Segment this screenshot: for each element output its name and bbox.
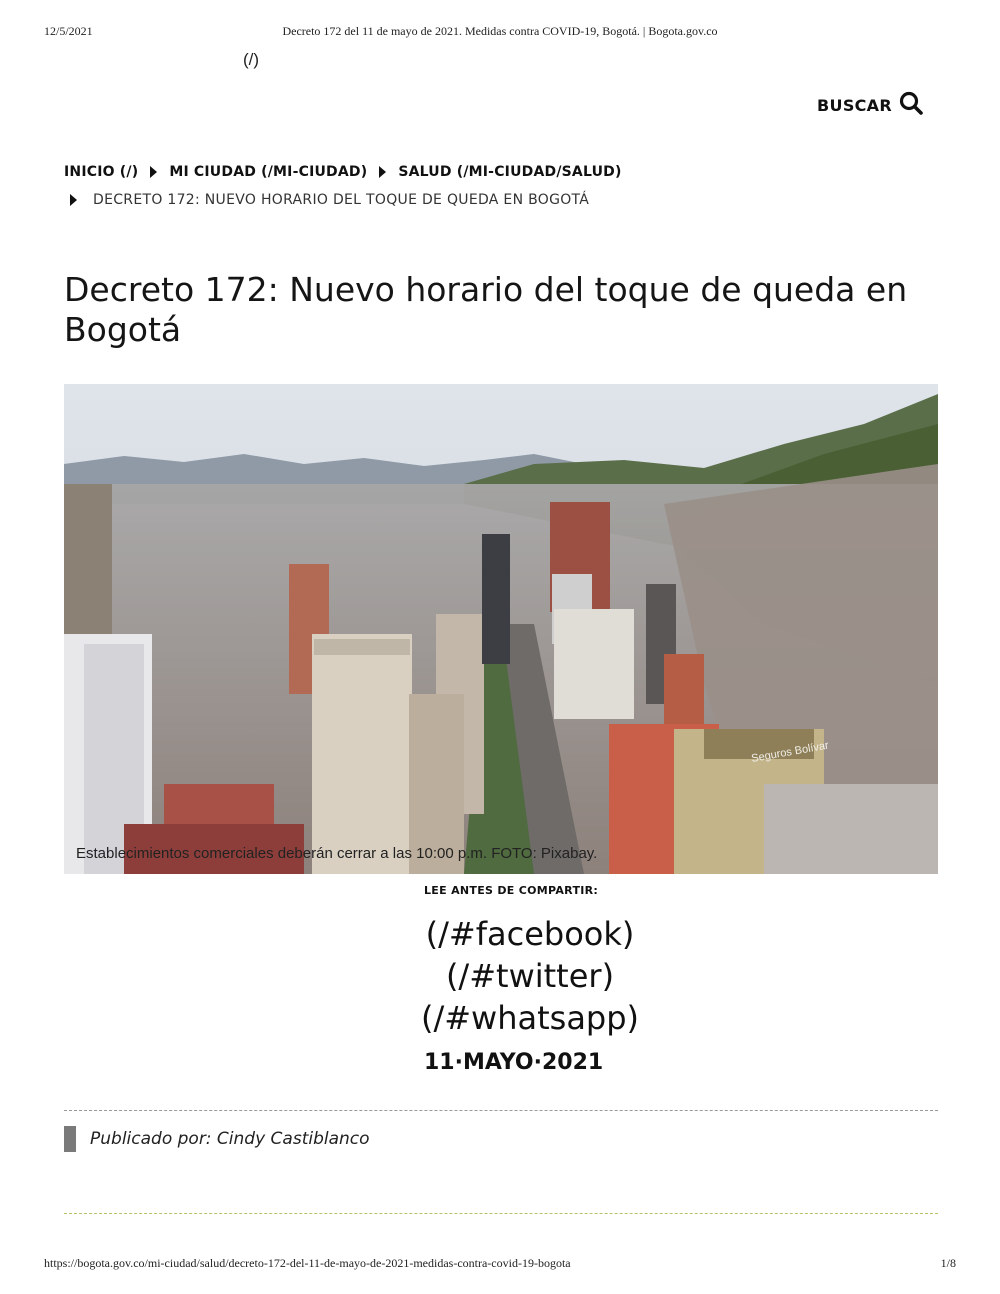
caret-right-icon bbox=[70, 194, 77, 206]
share-facebook-link[interactable]: (/#facebook) bbox=[425, 915, 635, 953]
caret-right-icon bbox=[379, 166, 386, 178]
print-date: 12/5/2021 bbox=[44, 24, 93, 38]
author-block bbox=[64, 1126, 370, 1152]
print-page-title: Decreto 172 del 11 de mayo de 2021. Medidas contra COVID-19, Bogotá. | Bogota.gov.co bbox=[282, 24, 718, 38]
article-title: Decreto 172: Nuevo horario del toque de queda en Bogotá bbox=[64, 270, 908, 349]
print-footer-url: https://bogota.gov.co/mi-ciudad/salud/decreto-172-del-11-de-mayo-de-2021-medidas-contra-covid-19-bogota bbox=[44, 1256, 571, 1270]
breadcrumb-link-inicio[interactable]: INICIO (/) bbox=[64, 164, 139, 180]
share-links bbox=[420, 913, 640, 1039]
search-icon bbox=[898, 90, 924, 121]
breadcrumb bbox=[64, 161, 944, 211]
home-link[interactable]: (/) bbox=[243, 50, 260, 69]
author-name: Publicado por: Cindy Castiblanco bbox=[90, 1129, 370, 1149]
caret-right-icon bbox=[150, 166, 157, 178]
breadcrumb-link-salud[interactable]: SALUD (/MI-CIUDAD/SALUD) bbox=[398, 164, 622, 180]
divider bbox=[64, 1110, 938, 1111]
building-sign: Seguros Bolívar bbox=[750, 739, 830, 765]
author-marker bbox=[64, 1126, 76, 1152]
search-label: BUSCAR bbox=[817, 96, 892, 115]
share-twitter-link[interactable]: (/#twitter) bbox=[445, 957, 615, 995]
hero-image bbox=[64, 384, 938, 874]
publication-date: 11·MAYO·2021 bbox=[424, 1050, 604, 1075]
search-button[interactable] bbox=[817, 90, 924, 121]
divider bbox=[64, 1213, 938, 1214]
breadcrumb-current: DECRETO 172: NUEVO HORARIO DEL TOQUE DE QUEDA EN BOGOTÁ bbox=[93, 192, 590, 208]
breadcrumb-link-mi-ciudad[interactable]: MI CIUDAD (/MI-CIUDAD) bbox=[169, 164, 368, 180]
share-label: LEE ANTES DE COMPARTIR: bbox=[424, 884, 599, 897]
image-caption: Establecimientos comerciales deberán cerrar a las 10:00 p.m. FOTO: Pixabay. bbox=[76, 845, 598, 862]
print-page-number: 1/8 bbox=[940, 1256, 956, 1270]
share-whatsapp-link[interactable]: (/#whatsapp) bbox=[420, 999, 640, 1037]
